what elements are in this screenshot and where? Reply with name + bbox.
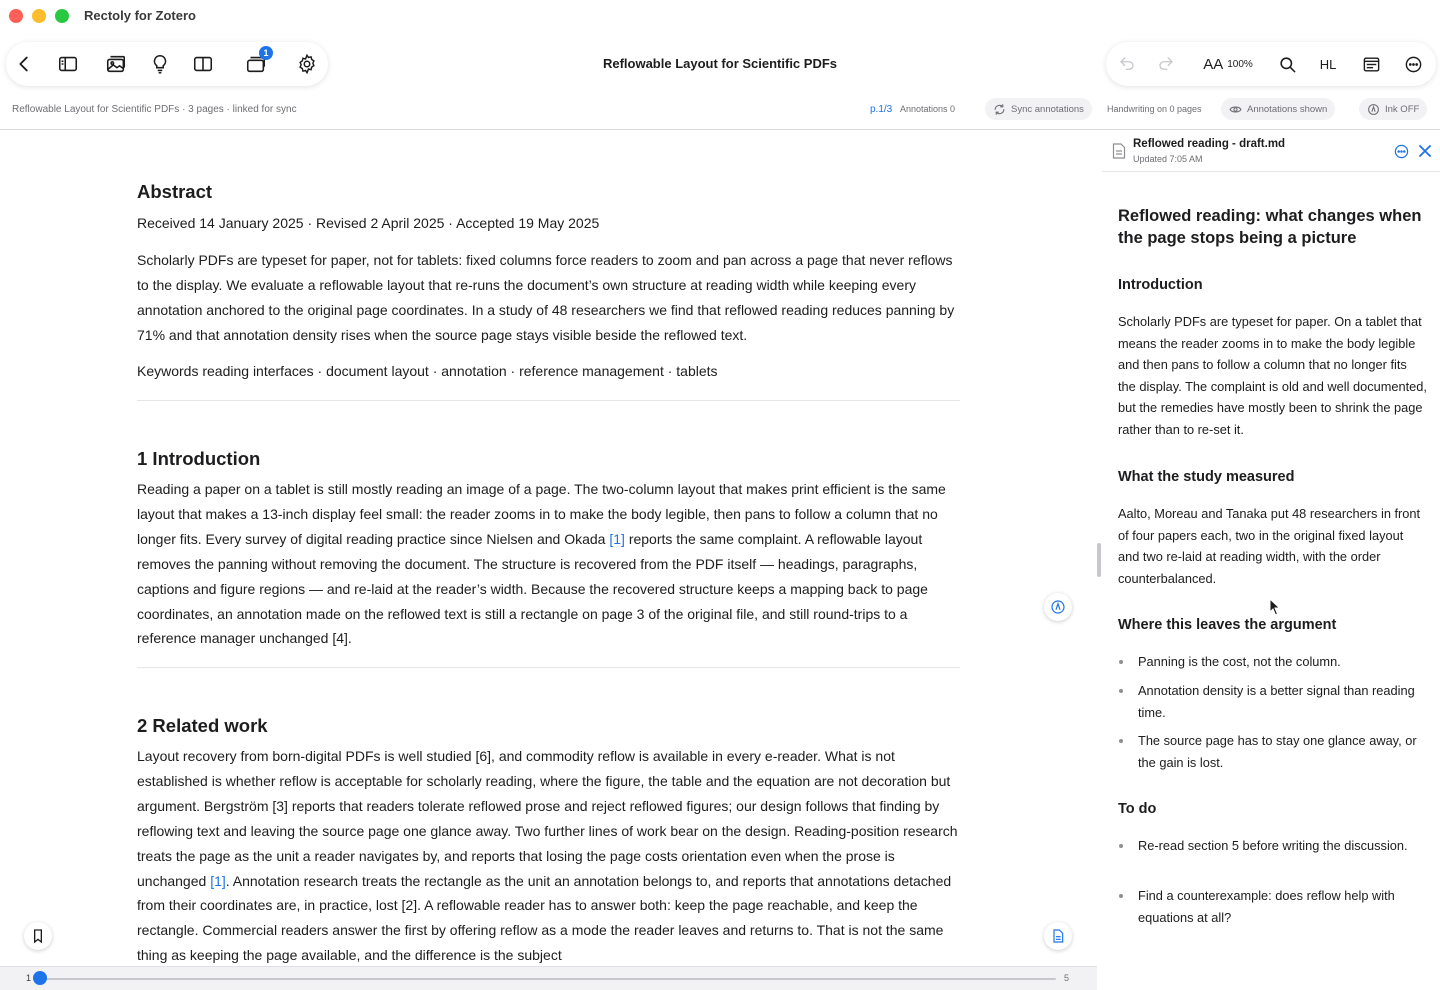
document-icon	[1050, 928, 1066, 944]
list-item: Re-read section 5 before writing the discussion.	[1138, 838, 1408, 853]
toolbar-right-group	[1106, 42, 1436, 86]
reader-view-icon	[1362, 55, 1381, 74]
undo-button[interactable]	[1116, 54, 1138, 74]
tabs-button[interactable]	[244, 48, 269, 76]
more-button[interactable]	[1402, 54, 1424, 74]
sync-annotations-button[interactable]	[985, 98, 1092, 120]
gear-icon	[296, 53, 318, 75]
redo-icon	[1157, 55, 1175, 73]
annotation-count: Annotations 0	[900, 104, 956, 114]
reader-view-button[interactable]	[1360, 54, 1382, 74]
pen-circle-icon	[1050, 599, 1066, 615]
section-divider	[137, 400, 960, 401]
sidebar-toggle-button[interactable]	[56, 52, 80, 76]
redo-button[interactable]	[1155, 54, 1177, 74]
chevron-left-icon	[13, 53, 35, 75]
status-bar	[0, 96, 1440, 122]
undo-icon	[1118, 55, 1136, 73]
back-button[interactable]	[12, 52, 36, 76]
toolbar	[0, 40, 1440, 88]
notes-panel-header	[1102, 130, 1440, 172]
note-heading-argument: Where this leaves the argument	[1118, 617, 1337, 633]
notes-file-title: Reflowed reading - draft.md	[1133, 138, 1286, 150]
article-dates: Received 14 January 2025 · Revised 2 April 2025 · Accepted 19 May 2025	[137, 215, 600, 231]
minimize-window-button[interactable]	[32, 9, 46, 23]
list-bullet	[1119, 660, 1123, 664]
introduction-heading: 1 Introduction	[137, 448, 261, 469]
zoom-level: 100%	[1227, 58, 1253, 70]
more-options-icon[interactable]	[1394, 144, 1409, 159]
close-window-button[interactable]	[9, 9, 23, 23]
toolbar-left-group	[6, 42, 328, 86]
tabs-count-badge: 1	[259, 46, 273, 60]
close-icon[interactable]	[1418, 144, 1432, 158]
note-title: Reflowed reading: what changes when the page stops being a picture	[1118, 207, 1422, 247]
handwriting-status: Handwriting on 0 pages	[1107, 104, 1202, 114]
note-paragraph-study: Aalto, Moreau and Tanaka put 48 researchers in front of four papers each, two in the original fixed layout and two re-laid at reading width, with the order counterbalanced.	[1118, 506, 1421, 586]
citation-link[interactable]: [1]	[609, 530, 625, 547]
sync-annotations-label: Sync annotations	[1011, 103, 1084, 115]
search-icon	[1278, 55, 1297, 74]
list-bullet	[1119, 894, 1123, 898]
settings-button[interactable]	[295, 52, 319, 76]
section-divider	[137, 667, 960, 668]
keywords: Keywords reading interfaces · document layout · annotation · reference management · tablets	[137, 363, 718, 379]
list-bullet	[1119, 689, 1123, 693]
ink-mode-button[interactable]	[1044, 593, 1072, 621]
abstract-text: Scholarly PDFs are typeset for paper, not for tablets: fixed columns force readers to zoom and pan across a page that never reflows to the display. We evaluate a reflowable layout that re-runs the document’s own structure at reading width while keeping every annotation anchored to the original page coordinates. In a study of 48 researchers we find that reflowed reading reduces panning by 71% and that annotation density rises when the source page stays visible beside the reflowed text.	[137, 252, 955, 343]
bookmark-button[interactable]	[24, 922, 52, 950]
lightbulb-icon	[149, 53, 171, 75]
list-item: Panning is the cost, not the column.	[1138, 654, 1341, 669]
photos-icon	[105, 53, 127, 75]
sidebar-icon	[57, 53, 79, 75]
text-size-button[interactable]	[1198, 54, 1258, 74]
notes-panel	[1102, 130, 1440, 990]
related-work-text-b: . Annotation research treats the rectangle as the unit an annotation belongs to, and reports that annotations detached from their coordinates are, in practice, lost [2]. A reflowable reader has to answer both: keep the page reachable, and keep the rectangle. Commercial readers answer the first by offering reflow as a mode the reader leaves and returns to. That is not the same thing as keeping the page available, and the difference is the subject	[137, 872, 952, 964]
ink-toggle[interactable]	[1359, 98, 1427, 120]
gallery-button[interactable]	[104, 52, 128, 76]
reflowed-document[interactable]	[0, 130, 1097, 966]
document-title: Reflowable Layout for Scientific PDFs	[602, 56, 838, 71]
list-item: The source page has to stay one glance away, or the gain is lost.	[1138, 733, 1417, 770]
list-item: Find a counterexample: does reflow help with equations at all?	[1138, 888, 1395, 925]
introduction-text-b: reports the same complaint. A reflowable layout removes the panning without removing the document. The structure is recovered from the PDF itself — headings, paragraphs, captions and figure regions — and re-laid at the reader’s width. Because the recovered structure keeps a mapping back to page coordinates, an annotation made on the reflowed text is still a rectangle on page 3 of the original file, and still round-trips to a reference manager unchanged [4].	[137, 530, 928, 647]
citation-link[interactable]: [1]	[210, 872, 226, 889]
introduction-text	[137, 477, 960, 651]
page-slider-knob[interactable]	[33, 971, 47, 985]
source-page-button[interactable]	[1044, 922, 1072, 950]
list-item: Annotation density is a better signal than reading time.	[1138, 683, 1415, 720]
highlight-button[interactable]: HL	[1319, 56, 1337, 72]
abstract-heading: Abstract	[137, 181, 213, 202]
app-title: Rectoly for Zotero	[84, 8, 196, 23]
list-bullet	[1119, 739, 1123, 743]
split-view-button[interactable]	[191, 52, 215, 76]
note-heading-introduction: Introduction	[1118, 277, 1203, 293]
eye-icon	[1229, 103, 1242, 116]
zoom-window-button[interactable]	[55, 9, 69, 23]
slider-end-label: 5	[1064, 973, 1070, 983]
panel-resize-handle[interactable]	[1097, 543, 1101, 577]
file-icon	[1112, 143, 1126, 159]
title-bar	[0, 0, 1440, 32]
related-work-heading: 2 Related work	[137, 715, 268, 736]
page-slider-track[interactable]	[40, 978, 1056, 980]
note-heading-todo: To do	[1118, 801, 1157, 817]
ink-toggle-label: Ink OFF	[1385, 103, 1420, 115]
annotations-shown-label: Annotations shown	[1247, 103, 1328, 115]
note-paragraph-introduction: Scholarly PDFs are typeset for paper. On a tablet that means the reader zooms in to make the body legible and then pans to follow a column that no longer fits the display. The complaint is old and well documented, but the remedies have mostly been to shrink the page rather than to re-set it.	[1118, 314, 1427, 437]
insights-button[interactable]	[148, 52, 172, 76]
text-size-label: AA	[1203, 55, 1224, 73]
bookmark-icon	[30, 928, 46, 944]
annotations-shown-toggle[interactable]	[1221, 98, 1335, 120]
more-icon	[1404, 55, 1423, 74]
ink-pen-icon	[1367, 103, 1380, 116]
related-work-text	[137, 744, 960, 966]
related-work-text-a: Layout recovery from born-digital PDFs is well studied [6], and commodity reflow is available in every e-reader. What is not established is whether reflow is acceptable for scholarly reading, where the figure, the table and the equation are not decoration but argument. Bergström [3] reports that readers tolerate reflowed prose and reject reflowed figures; our design follows that finding by reflowing text and leaving the source page one glance away. Two further lines of work bear on the design. Reading-position research treats the page as the unit a reader navigates by, and reports that losing the page costs orientation even when the prose is unchanged	[137, 748, 958, 889]
mouse-cursor-icon	[1269, 598, 1281, 616]
page-indicator[interactable]: p.1/3	[870, 104, 893, 115]
page-slider-bar	[0, 966, 1097, 990]
notes-updated-time: Updated 7:05 AM	[1133, 154, 1203, 164]
list-bullet	[1119, 844, 1123, 848]
introduction-text-a: Reading a paper on a tablet is still mostly reading an image of a page. The two-column layout that makes print efficient is the same layout that makes a 13-inch display feel small: the reader zooms in to make the body legible, then pans to follow a column that no longer fits. Every survey of digital reading practice since Nielsen and Okada	[137, 481, 946, 547]
document-info: Reflowable Layout for Scientific PDFs · 3 pages · linked for sync	[12, 104, 297, 115]
split-view-icon	[192, 53, 214, 75]
search-button[interactable]	[1276, 54, 1298, 74]
note-heading-study: What the study measured	[1118, 469, 1295, 485]
slider-start-label: 1	[26, 973, 32, 983]
sync-icon	[993, 103, 1006, 116]
